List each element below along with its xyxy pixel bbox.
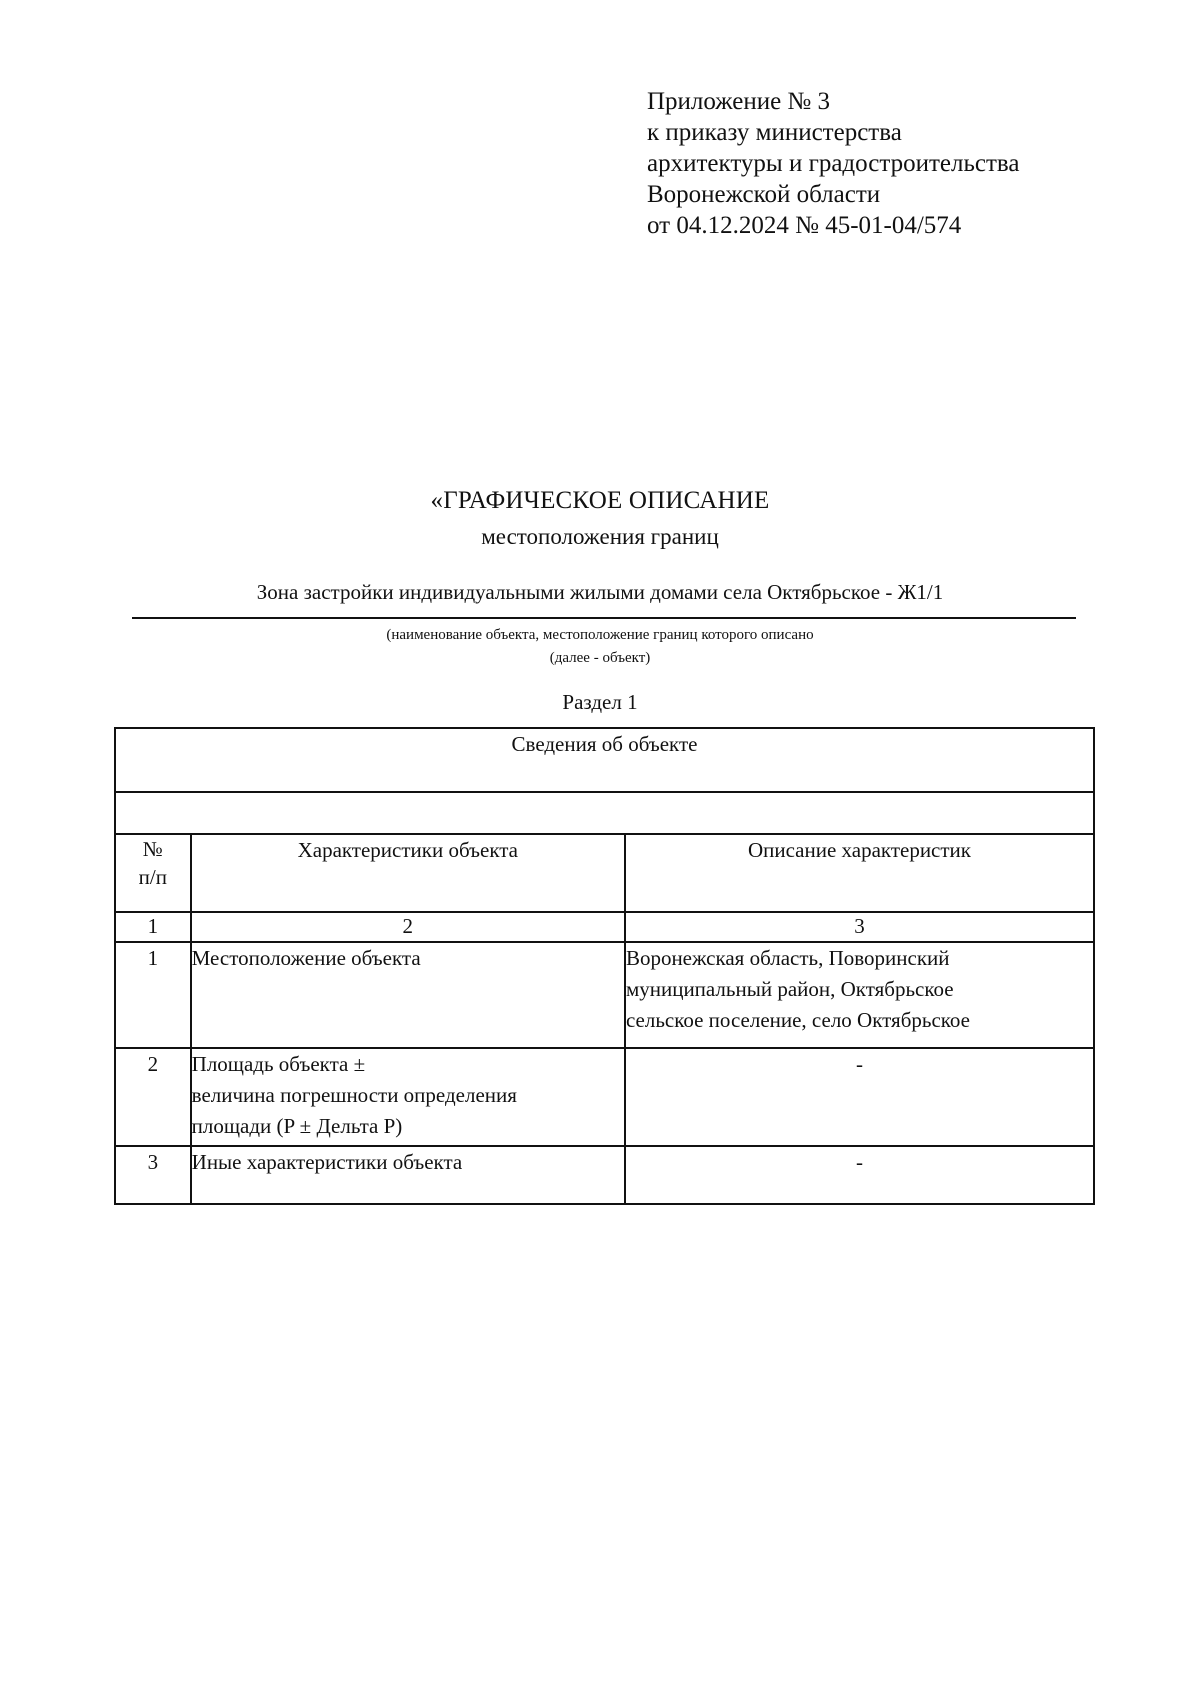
table-row (115, 1146, 1094, 1204)
table-empty-cell (115, 792, 1094, 834)
appendix-block (647, 86, 1019, 241)
header-number-line: № (142, 837, 163, 861)
table-column-numbers-row (115, 912, 1094, 942)
header-description: Описание характеристик (625, 834, 1094, 912)
object-caption (0, 624, 1200, 670)
table-header-row (115, 834, 1094, 912)
row-number: 1 (115, 942, 191, 1048)
appendix-line: Воронежской области (647, 181, 881, 208)
appendix-line: к приказу министерства (647, 119, 902, 146)
column-number: 3 (625, 912, 1094, 942)
document-title (0, 484, 1200, 554)
object-info-table (114, 727, 1095, 1205)
row-description: - (625, 1048, 1094, 1146)
appendix-line: Приложение № 3 (647, 88, 831, 115)
row-description-line: Воронежская область, Поворинский (625, 946, 950, 970)
header-number (115, 834, 191, 912)
row-characteristic-line: величина погрешности определения (191, 1083, 517, 1107)
object-underline (132, 617, 1076, 619)
row-characteristic-line: Площадь объекта ± (191, 1052, 366, 1076)
table-empty-row (115, 792, 1094, 834)
row-number: 3 (115, 1146, 191, 1204)
table-row (115, 942, 1094, 1048)
row-number: 2 (115, 1048, 191, 1146)
table-caption: Сведения об объекте (115, 728, 1094, 792)
column-number: 2 (191, 912, 625, 942)
table-row (115, 1048, 1094, 1146)
appendix-line: от 04.12.2024 № 45-01-04/574 (647, 212, 962, 239)
row-description-line: муниципальный район, Октябрьское (625, 977, 954, 1001)
header-characteristics: Характеристики объекта (191, 834, 625, 912)
title-main: «ГРАФИЧЕСКОЕ ОПИСАНИЕ (430, 487, 770, 514)
object-name: Зона застройки индивидуальными жилыми домами села Октябрьское - Ж1/1 (256, 580, 944, 604)
header-number-line: п/п (138, 865, 167, 889)
column-number: 1 (115, 912, 191, 942)
row-description-line: сельское поселение, село Октябрьское (625, 1008, 971, 1032)
row-characteristic: Иные характеристики объекта (191, 1146, 625, 1204)
title-subtitle: местоположения границ (481, 524, 719, 549)
row-characteristic-line: площади (P ± Дельта P) (191, 1114, 403, 1138)
appendix-line: архитектуры и градостроительства (647, 150, 1020, 177)
row-description (625, 942, 1094, 1048)
row-characteristic: Местоположение объекта (191, 942, 625, 1048)
row-description: - (625, 1146, 1094, 1204)
object-caption-line: (далее - объект) (549, 650, 651, 666)
row-characteristic (191, 1048, 625, 1146)
section-label: Раздел 1 (562, 690, 638, 714)
table-caption-row (115, 728, 1094, 792)
object-caption-line: (наименование объекта, местоположение границ которого описано (386, 627, 814, 643)
